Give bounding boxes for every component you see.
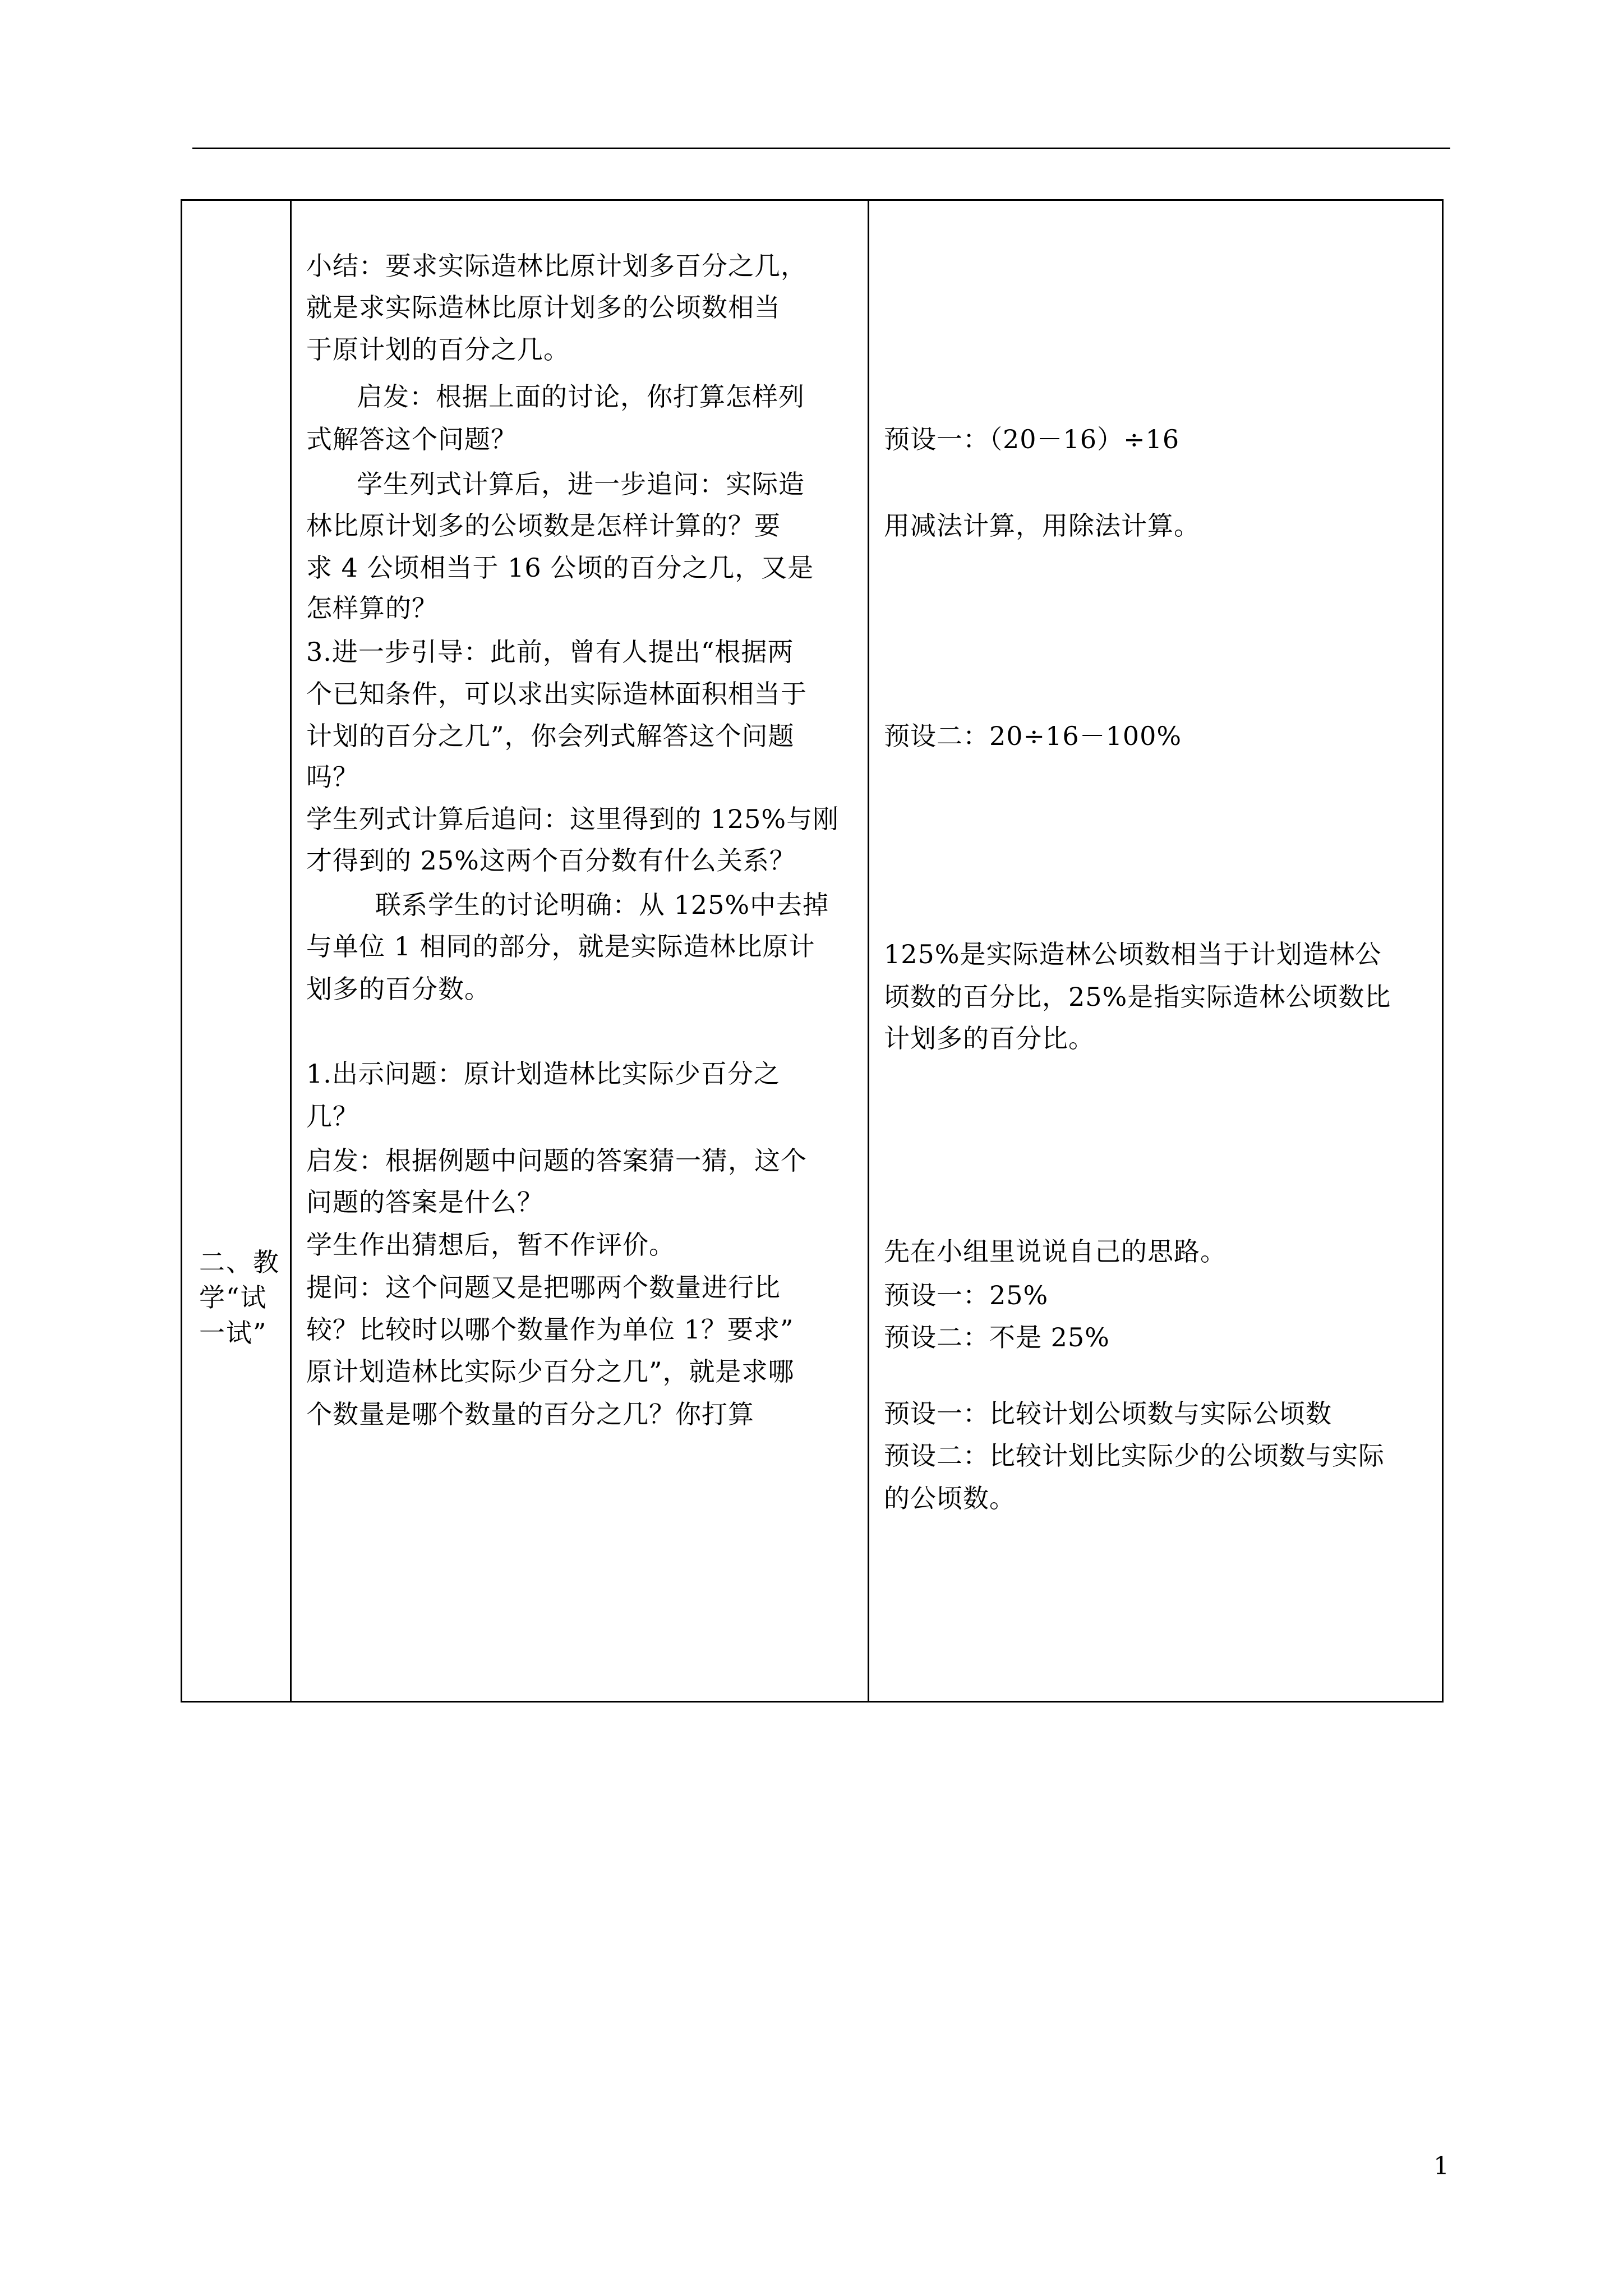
- teacher-line: 于原计划的百分之几。: [306, 334, 570, 365]
- student-line: 预设一：25%: [884, 1280, 1049, 1310]
- teacher-line: 个已知条件，可以求出实际造林面积相当于: [306, 679, 807, 709]
- student-line: 预设二：不是 25%: [884, 1322, 1110, 1352]
- student-line: 预设二：20÷16－100%: [884, 721, 1182, 751]
- teacher-line: 林比原计划多的公顷数是怎样计算的？要: [306, 510, 781, 541]
- student-line: 125%是实际造林公顷数相当于计划造林公: [884, 939, 1382, 969]
- header-rule: [192, 148, 1450, 149]
- teacher-line: 求 4 公顷相当于 16 公顷的百分之几，又是: [306, 553, 814, 583]
- teacher-line: 才得到的 25%这两个百分数有什么关系？: [306, 845, 796, 876]
- teacher-line: 1.出示问题：原计划造林比实际少百分之: [306, 1059, 780, 1089]
- student-line: 先在小组里说说自己的思路。: [884, 1236, 1227, 1267]
- student-line: 的公顷数。: [884, 1483, 1016, 1513]
- teacher-line: 原计划造林比实际少百分之几”，就是求哪: [306, 1356, 795, 1387]
- teacher-line: 提问：这个问题又是把哪两个数量进行比: [306, 1272, 781, 1303]
- teacher-line: 就是求实际造林比原计划多的公顷数相当: [306, 292, 781, 323]
- teacher-line: 学生列式计算后，进一步追问：实际造: [357, 469, 805, 499]
- teacher-line: 问题的答案是什么？: [306, 1187, 543, 1217]
- teacher-line: 几？: [306, 1101, 359, 1131]
- page-number: 1: [1433, 2152, 1449, 2180]
- teacher-line: 启发：根据上面的讨论，你打算怎样列: [357, 381, 805, 412]
- teacher-line: 吗？: [306, 762, 359, 792]
- teacher-line: 较？比较时以哪个数量作为单位 1？要求”: [306, 1314, 794, 1345]
- stage-label-line: 二、教: [199, 1247, 280, 1277]
- teacher-line: 与单位 1 相同的部分，就是实际造林比原计: [306, 931, 815, 961]
- stage-label-line: 一试”: [199, 1318, 268, 1348]
- student-line: 用减法计算，用除法计算。: [884, 510, 1200, 541]
- student-line: 顷数的百分比，25%是指实际造林公顷数比: [884, 982, 1391, 1012]
- teacher-activity-column: [292, 201, 869, 1701]
- teacher-line: 联系学生的讨论明确：从 125%中去掉: [375, 890, 829, 920]
- teacher-line: 学生作出猜想后，暂不作评价。: [306, 1230, 675, 1260]
- stage-label-line: 学“试: [199, 1282, 268, 1313]
- teacher-line: 3.进一步引导：此前，曾有人提出“根据两: [306, 637, 794, 667]
- student-line: 预设二：比较计划比实际少的公顷数与实际: [884, 1441, 1385, 1471]
- student-line: 预设一：（20－16）÷16: [884, 424, 1180, 454]
- student-line: 预设一：比较计划公顷数与实际公顷数: [884, 1398, 1332, 1429]
- teacher-line: 启发：根据例题中问题的答案猜一猜，这个: [306, 1145, 807, 1176]
- teacher-line: 式解答这个问题？: [306, 424, 517, 454]
- student-line: 计划多的百分比。: [884, 1023, 1095, 1053]
- student-activity-column: [869, 201, 1442, 1701]
- teacher-line: 计划的百分之几”，你会列式解答这个问题: [306, 721, 795, 751]
- teacher-line: 怎样算的？: [306, 593, 438, 623]
- teacher-line: 学生列式计算后追问：这里得到的 125%与刚: [306, 804, 840, 834]
- stage-column: [182, 201, 292, 1701]
- teacher-line: 个数量是哪个数量的百分之几？你打算: [306, 1399, 754, 1429]
- teacher-line: 小结：要求实际造林比原计划多百分之几，: [306, 251, 807, 281]
- teacher-line: 划多的百分数。: [306, 974, 491, 1004]
- lesson-plan-table: [181, 199, 1444, 1703]
